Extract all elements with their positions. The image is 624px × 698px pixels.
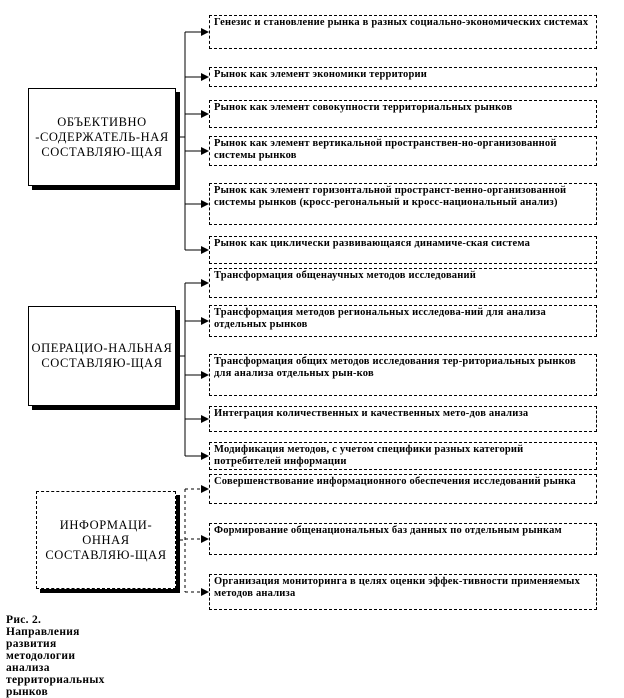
item-box: Трансформация общих методов исследования тер-риториальных рынков для анализа отдельных рын-ков <box>209 354 597 396</box>
item-box: Рынок как элемент вертикальной пространствен-но-организованной системы рынков <box>209 136 597 166</box>
item-box: Модификация методов, с учетом специфики разных категорий потребителей информации <box>209 442 597 470</box>
category-label: ОПЕРАЦИО-НАЛЬНАЯ СОСТАВЛЯЮ-ЩАЯ <box>31 341 173 370</box>
item-box: Рынок как циклически развивающаяся динамиче-ская система <box>209 236 597 264</box>
figure-caption: Рис. 2. Направления развития методологии анализа территориальных рынков <box>6 614 105 698</box>
item-box: Интеграция количественных и качественных мето-дов анализа <box>209 406 597 432</box>
category-label: ИНФОРМАЦИ-ОННАЯ СОСТАВЛЯЮ-ЩАЯ <box>45 517 167 562</box>
item-box: Рынок как элемент экономики территории <box>209 67 597 87</box>
category-label: ОБЪЕКТИВНО -СОДЕРЖАТЕЛЬ-НАЯ СОСТАВЛЯЮ-ЩАЯ <box>35 114 169 159</box>
category-box-informational <box>36 491 176 589</box>
item-box: Генезис и становление рынка в разных социально-экономических системах <box>209 15 597 49</box>
item-box: Трансформация методов региональных исследова-ний для анализа отдельных рынков <box>209 305 597 337</box>
item-box: Организация мониторинга в целях оценки эффек-тивности применяемых методов анализа <box>209 574 597 610</box>
item-box: Рынок как элемент совокупности территориальных рынков <box>209 100 597 128</box>
category-box-operational <box>28 306 176 406</box>
item-box: Трансформация общенаучных методов исследований <box>209 268 597 298</box>
item-box: Совершенствование информационного обеспечения исследований рынка <box>209 474 597 504</box>
item-box: Рынок как элемент горизонтальной пространст-венно-организованной системы рынков (кросс-регональный и кросс-национальный анализ) <box>209 183 597 225</box>
category-box-objective <box>28 88 176 186</box>
item-box: Формирование общенациональных баз данных по отдельным рынкам <box>209 523 597 555</box>
